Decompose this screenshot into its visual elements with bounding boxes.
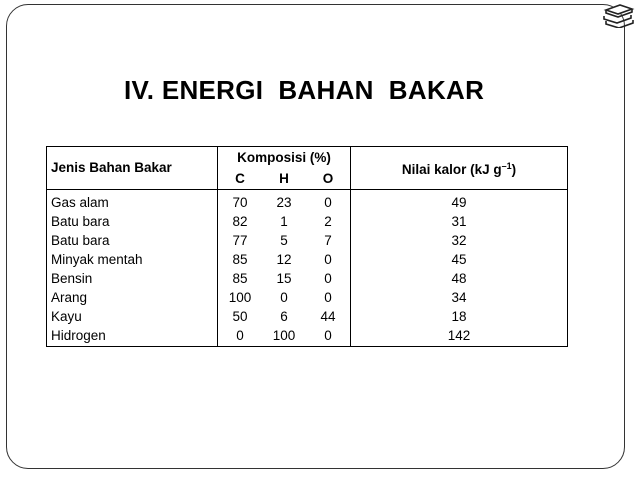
page-title: IV. ENERGI BAHAN BAKAR: [124, 75, 485, 105]
calorific-value-cell: 34: [351, 288, 568, 307]
oxygen-percent-cell: 0: [306, 326, 351, 347]
hydrogen-percent-cell: 15: [276, 270, 292, 286]
header-calorific-value: [351, 147, 568, 190]
fuel-name-cell: Gas alam: [47, 190, 218, 213]
calorific-value-cell: 48: [351, 269, 568, 288]
fuel-name-cell: Bensin: [47, 269, 218, 288]
oxygen-percent-cell: 0: [306, 288, 351, 307]
hydrogen-percent-cell: 100: [262, 326, 306, 347]
table-row: [47, 250, 568, 269]
carbon-percent-cell: 50: [232, 308, 248, 324]
header-calorific-value-sup: –1: [501, 161, 512, 171]
header-composition: Komposisi (%): [218, 147, 351, 170]
calorific-value-cell: 142: [351, 326, 568, 347]
table-body: [47, 190, 568, 347]
oxygen-percent-cell: 0: [306, 250, 351, 269]
header-calorific-value-suffix: ): [511, 162, 517, 177]
header-fuel-type: Jenis Bahan Bakar: [47, 147, 218, 190]
fuel-name-cell: Hidrogen: [47, 326, 218, 347]
oxygen-percent-cell: 0: [306, 269, 351, 288]
table-row: [47, 326, 568, 347]
header-calorific-value-prefix: Nilai kalor (kJ g: [401, 162, 502, 177]
hydrogen-percent-cell: 1: [280, 213, 288, 229]
fuel-name-cell: Batu bara: [47, 231, 218, 250]
stacked-books-icon: [600, 2, 636, 28]
hydrogen-percent-cell: 5: [280, 232, 288, 248]
table-row: [47, 212, 568, 231]
table-row: [47, 307, 568, 326]
oxygen-percent-cell: 44: [306, 307, 351, 326]
table-row: [47, 231, 568, 250]
calorific-value-cell: 31: [351, 212, 568, 231]
hydrogen-percent-cell: 23: [276, 194, 292, 210]
calorific-value-cell: 49: [351, 190, 568, 213]
fuel-name-cell: Batu bara: [47, 212, 218, 231]
header-hydrogen: H: [262, 169, 306, 190]
fuel-name-cell: Kayu: [47, 307, 218, 326]
fuel-name-cell: Minyak mentah: [47, 250, 218, 269]
calorific-value-cell: 18: [351, 307, 568, 326]
hydrogen-percent-cell: 12: [276, 251, 292, 267]
carbon-percent-cell: 100: [228, 289, 252, 305]
carbon-percent-cell: 82: [232, 213, 248, 229]
header-oxygen: O: [306, 169, 351, 190]
calorific-value-cell: 32: [351, 231, 568, 250]
fuel-name-cell: Arang: [47, 288, 218, 307]
carbon-percent-cell: 0: [218, 326, 263, 347]
table-row: [47, 288, 568, 307]
carbon-percent-cell: 77: [232, 232, 248, 248]
table-row: [47, 190, 568, 213]
hydrogen-percent-cell: 0: [280, 289, 288, 305]
fuel-energy-table: [46, 146, 568, 347]
oxygen-percent-cell: 0: [306, 190, 351, 213]
oxygen-percent-cell: 7: [306, 231, 351, 250]
carbon-percent-cell: 70: [232, 194, 248, 210]
hydrogen-percent-cell: 6: [280, 308, 288, 324]
header-carbon: C: [218, 169, 263, 190]
oxygen-percent-cell: 2: [306, 212, 351, 231]
carbon-percent-cell: 85: [232, 251, 248, 267]
calorific-value-cell: 45: [351, 250, 568, 269]
carbon-percent-cell: 85: [232, 270, 248, 286]
table-row: [47, 269, 568, 288]
